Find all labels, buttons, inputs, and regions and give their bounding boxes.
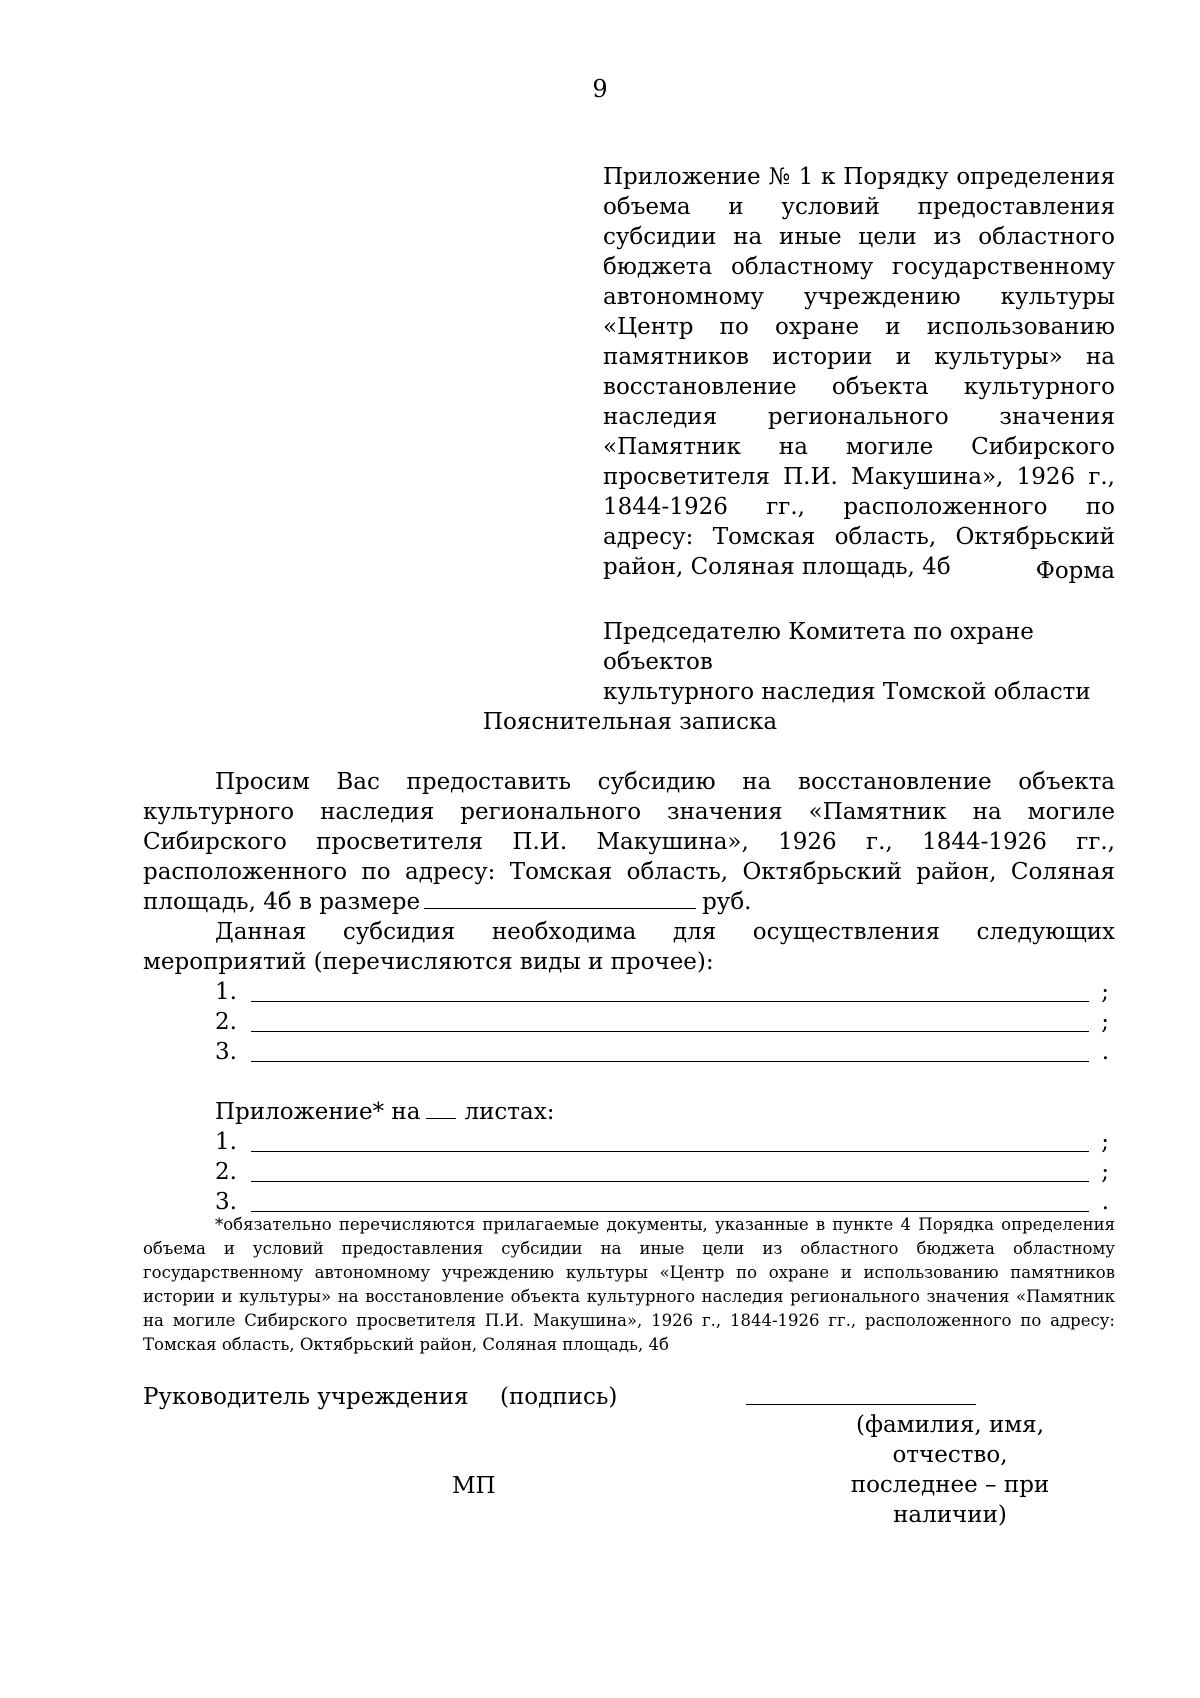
activities-list [143, 977, 1115, 1067]
blank-line [251, 1061, 1089, 1062]
attachment-prefix: Приложение* на [215, 1099, 421, 1125]
item-end: . [1101, 1189, 1109, 1215]
document-title: Пояснительная записка [482, 709, 778, 735]
sheets-blank-line [426, 1098, 456, 1119]
stamp-label: МП [452, 1473, 496, 1499]
list-item [143, 1127, 1115, 1157]
attachments-list [143, 1127, 1115, 1217]
form-label: Форма [1035, 558, 1115, 584]
list-item [143, 1157, 1115, 1187]
list-item [143, 1037, 1115, 1067]
item-end: ; [1101, 1159, 1109, 1185]
item-end: ; [1101, 979, 1109, 1005]
head-label: Руководитель учреждения [143, 1384, 469, 1410]
addressee-line-2: культурного наследия Томской области [603, 679, 1091, 705]
blank-line [251, 1001, 1089, 1002]
page-number: 9 [592, 75, 608, 103]
addressee-block [603, 617, 1123, 707]
name-caption [800, 1410, 1100, 1530]
list-item [143, 977, 1115, 1007]
blank-line [251, 1151, 1089, 1152]
list-item [143, 1007, 1115, 1037]
item-end: ; [1101, 1009, 1109, 1035]
item-number: 3. [215, 1039, 237, 1065]
signature-label: (подпись) [500, 1384, 618, 1410]
item-end: . [1101, 1039, 1109, 1065]
addressee-line-1: Председателю Комитета по охране объектов [603, 619, 1034, 675]
blank-line [251, 1181, 1089, 1182]
blank-line [251, 1211, 1089, 1212]
currency-label: руб. [702, 889, 752, 915]
item-number: 2. [215, 1009, 237, 1035]
annex-reference: Приложение № 1 к Порядку определения объема и условий предоставления субсидии на иные цели из областного бюджета областному государственному автономному учреждению культуры «Центр по охране и использованию памятников истории и культуры» на восстановление объекта культурного наследия регионального значения «Памятник на могиле Сибирского просветителя П.И. Макушина», 1926 г., 1844-1926 гг., расположенного по адресу: Томская область, Октябрьский район, Соляная площадь, 4б [603, 164, 1115, 580]
attachment-suffix: листах: [464, 1099, 555, 1125]
request-text: Просим Вас предоставить субсидию на восстановление объекта культурного наследия регионального значения «Памятник на могиле Сибирского просветителя П.И. Макушина», 1926 г., 1844-1926 гг., расположенного по адресу: Томская область, Октябрьский район, Соляная площадь, 4б в размере [143, 769, 1115, 915]
purpose-paragraph: Данная субсидия необходима для осуществления следующих мероприятий (перечисляются виды и прочее): [143, 919, 1115, 975]
item-number: 1. [215, 1129, 237, 1155]
name-caption-line-2: последнее – при наличии) [850, 1472, 1050, 1528]
footnote: *обязательно перечисляются прилагаемые документы, указанные в пункте 4 Порядка определения объема и условий предоставления субсидии на иные цели из областного бюджета областному государственному автономному учреждению культуры «Центр по охране и использованию памятников истории и культуры» на восстановление объекта культурного наследия регионального значения «Памятник на могиле Сибирского просветителя П.И. Макушина», 1926 г., 1844-1926 гг., расположенного по адресу: Томская область, Октябрьский район, Соляная площадь, 4б [143, 1215, 1115, 1354]
item-number: 3. [215, 1189, 237, 1215]
blank-line [251, 1031, 1089, 1032]
document-body [143, 767, 1115, 1217]
item-end: ; [1101, 1129, 1109, 1155]
item-number: 2. [215, 1159, 237, 1185]
name-blank-line [746, 1404, 976, 1405]
name-caption-line-1: (фамилия, имя, отчество, [855, 1412, 1045, 1468]
amount-blank-line [424, 888, 696, 909]
request-paragraph [143, 767, 1115, 917]
attachment-heading [143, 1097, 1115, 1127]
item-number: 1. [215, 979, 237, 1005]
